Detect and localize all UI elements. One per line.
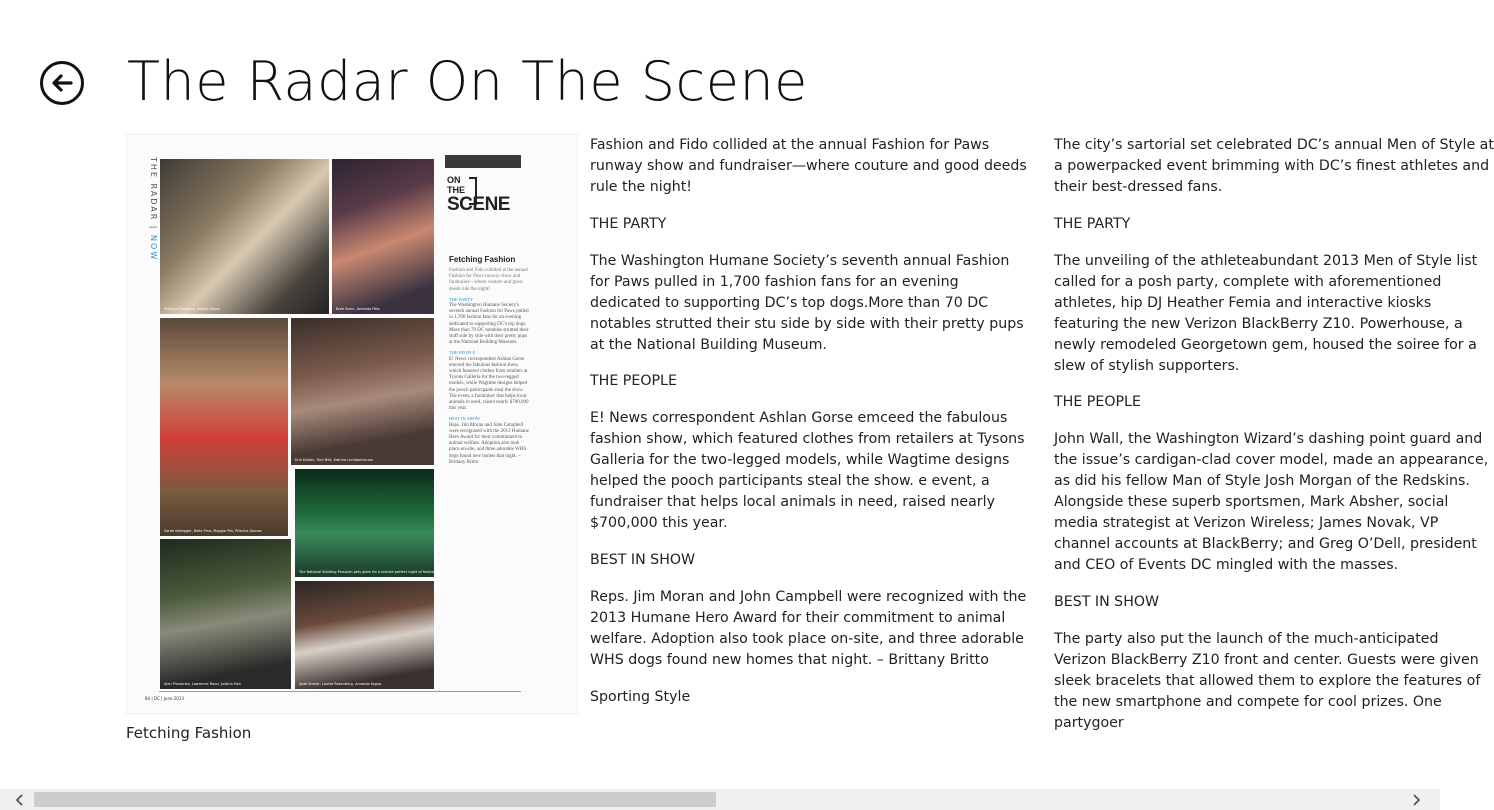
scroll-right-button[interactable]	[1406, 790, 1426, 809]
section-heading: THE PARTY	[1054, 215, 1131, 232]
back-button[interactable]	[40, 61, 84, 105]
magazine-photo: Erin Dalton, Tom Bell, Katrina Lumbantoruan	[291, 318, 434, 465]
paragraph: Reps. Jim Moran and John Campbell were recognized with the 2013 Humane Hero Award for their commitment to animal welfare. Adoption also took place on-site, and three adorable WHS dogs found new homes that night. – Brittany Britto	[590, 588, 1027, 668]
chevron-right-icon	[1411, 794, 1421, 806]
article-image	[126, 134, 578, 714]
paragraph: The Washington Humane Society’s seventh annual Fashion for Paws pulled in 1,700 fashion fans for an evening dedicated to supporting DC’s top dogs.More than 70 DC notables strutted their stu side by side with their pretty pups at the National Building Museum.	[590, 252, 1024, 353]
section-heading: Sporting Style	[590, 688, 691, 705]
magazine-photo: Alan Pisarenko, Lawrence Rossi, Justina Hall	[160, 539, 291, 689]
magazine-section-logo: ON THE SCENE	[447, 175, 510, 215]
section-heading: BEST IN SHOW	[1054, 593, 1160, 610]
article-column-2	[1054, 135, 1494, 750]
magazine-photo: The National Building Museum gets glam for a picture perfect night of fashion and fun	[295, 469, 434, 577]
magazine-photo: Bree Stern, Amanda Fitts	[332, 159, 434, 314]
scroll-left-button[interactable]	[10, 790, 30, 809]
magazine-folio: 84 | DC | June 2013	[145, 696, 184, 701]
paragraph: The unveiling of the athleteabundant 2013 Men of Style list called for a posh party, complete with aforementioned athletes, hip DJ Heather Femia and interactive kiosks featuring the new Verizon BlackBerry Z10. Powerhouse, a newly remodeled Georgetown gem, housed the soiree for a slew of stylish supporters.	[1054, 252, 1478, 374]
back-arrow-icon	[49, 70, 75, 96]
paragraph: Fashion and Fido collided at the annual Fashion for Paws runway show and fundraiser—where couture and good deeds rule the night!	[590, 137, 1027, 195]
magazine-side-label: THE RADAR | NOW	[149, 157, 158, 262]
magazine-photo: Ayali Kumar, Louise Rosenberg, Amanda Kupps	[295, 581, 434, 689]
magazine-photo: Sarah Kollegger, Bella Pino, Maggie Pitt, Priscilla Gomez	[160, 318, 288, 536]
paragraph: John Wall, the Washington Wizard’s dashing point guard and the issue’s cardigan-clad cover model, made an appearance, as did his fellow Man of Style Josh Morgan of the Redskins. Alongside these superb sportsmen, Mark Absher, social media strategist at Verizon Wireless; James Novak, VP channel accounts at BlackBerry; and Greg O’Dell, president and CEO of Events DC mingled with the masses.	[1054, 431, 1489, 574]
horizontal-scrollbar[interactable]	[0, 789, 1440, 810]
paragraph: The city’s sartorial set celebrated DC’s annual Men of Style at a powerpacked event brimming with DC’s finest athletes and their best-dressed fans.	[1054, 137, 1494, 195]
paragraph: The party also put the launch of the much-anticipated Verizon BlackBerry Z10 front and center. Guests were given sleek bracelets that allowed them to explore the features of the new smartphone and compete for cool prizes. One partygoer	[1054, 630, 1481, 731]
section-heading: BEST IN SHOW	[590, 551, 696, 568]
magazine-header-bar	[445, 155, 521, 168]
magazine-photo: Philippe Ducleroy, Ashlan Gorse	[160, 159, 329, 314]
section-heading: THE PEOPLE	[590, 373, 677, 390]
article-column-1	[590, 135, 1030, 723]
magazine-text-column: Fetching Fashion Fashion and Fido collided at the annual Fashion for Paws runway show and fundraiser—where couture and good deeds rule the night! THE PARTY The Washington Humane Society's seventh annual Fashion for Paws pulled in 1,700 fashion fans for an evening dedicated to supporting DC's top dogs. More than 70 DC notables strutted their stuff side by side with their pretty pups at the National Building Museum. THE PEOPLE E! News correspondent Ashlan Gorse emceed the fabulous fashion show, which featured clothes from retailers at Tysons Galleria for the two-legged models, while Wagtime designs helped the pooch participants steal the show. The event, a fundraiser that helps local animals in need, raised nearly $700,000 this year. BEST IN SHOW Reps. Jim Moran and John Campbell were recognized with the 2013 Humane Hero Award for their commitment to animal welfare. Adoption also took place on-site, and three adorable WHS dogs found new homes that night. –Brittany Britto	[449, 255, 529, 465]
section-heading: THE PEOPLE	[1054, 394, 1141, 411]
section-heading: THE PARTY	[590, 215, 667, 232]
scrollbar-thumb[interactable]	[34, 792, 716, 807]
magazine-divider	[159, 691, 521, 692]
chevron-left-icon	[15, 794, 25, 806]
page-title: The Radar On The Scene	[127, 50, 808, 113]
paragraph: E! News correspondent Ashlan Gorse emceed the fabulous fashion show, which featured clothes from retailers at Tysons Galleria for the two-legged models, while Wagtime designs helped the pooch participants steal the show. e event, a fundraiser that helps local animals in need, raised nearly $700,000 this year.	[590, 410, 1025, 532]
image-caption: Fetching Fashion	[126, 724, 252, 742]
